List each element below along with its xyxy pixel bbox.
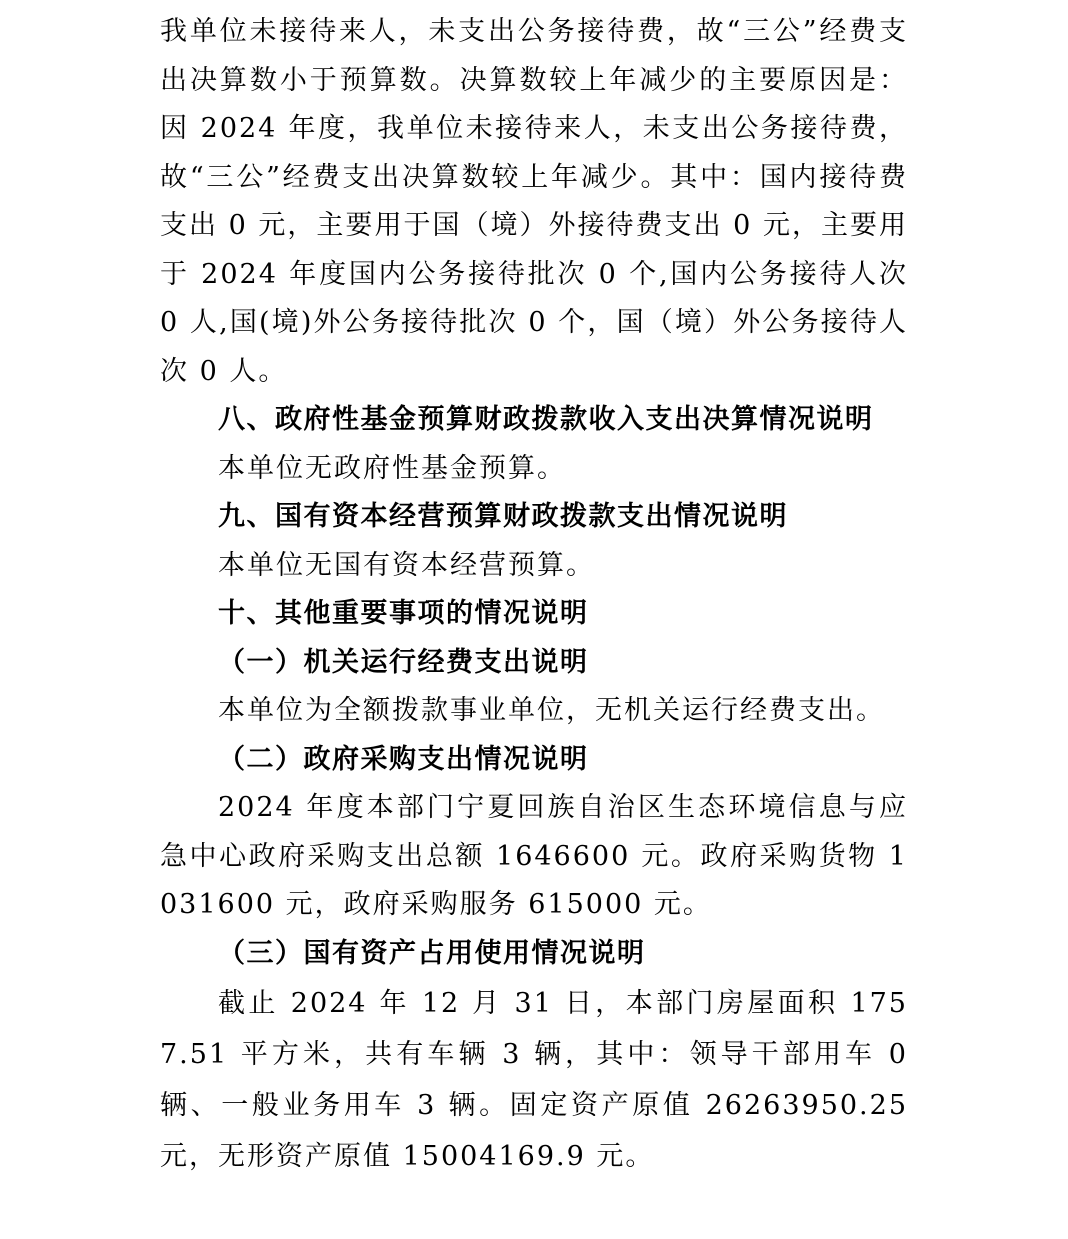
- subsection-3-body: 截止 2024 年 12 月 31 日，本部门房屋面积 1757.51 平方米，共有车辆 3 辆，其中：领导干部用车 0 辆、一般业务用车 3 辆。固定资产原值 26263950.25 元，无形资产原值 15004169.9 元。: [160, 988, 908, 1172]
- subsection-1-heading: （一）机关运行经费支出说明: [218, 646, 589, 678]
- subsection-3-heading: （三）国有资产占用使用情况说明: [218, 937, 646, 969]
- subsection-1-body: 本单位为全额拨款事业单位，无机关运行经费支出。: [218, 695, 885, 726]
- subsection-2-heading: （二）政府采购支出情况说明: [218, 743, 589, 775]
- document-page: [160, 8, 908, 1182]
- reception-fee-paragraph: 我单位未接待来人，未支出公务接待费，故“三公”经费支出决算数小于预算数。决算数较上年减少的主要原因是：因 2024 年度，我单位未接待来人，未支出公务接待费，故“三公”经费支出决算数较上年减少。其中：国内接待费支出 0 元，主要用于国（境）外接待费支出 0 元，主要用于 2024 年度国内公务接待批次 0 个,国内公务接待人次 0 人,国(境)外公务接待批次 0 个，国（境）外公务接待人次 0 人。: [160, 16, 908, 387]
- section-9-body: 本单位无国有资本经营预算。: [218, 549, 595, 581]
- section-8-heading: 八、政府性基金预算财政拨款收入支出决算情况说明: [218, 404, 874, 435]
- subsection-2-body: 2024 年度本部门宁夏回族自治区生态环境信息与应急中心政府采购支出总额 1646600 元。政府采购货物 1031600 元，政府采购服务 615000 元。: [160, 792, 908, 920]
- section-8-body: 本单位无政府性基金预算。: [218, 452, 566, 484]
- section-10-heading: 十、其他重要事项的情况说明: [218, 598, 589, 629]
- section-9-heading: 九、国有资本经营预算财政拨款支出情况说明: [218, 501, 788, 532]
